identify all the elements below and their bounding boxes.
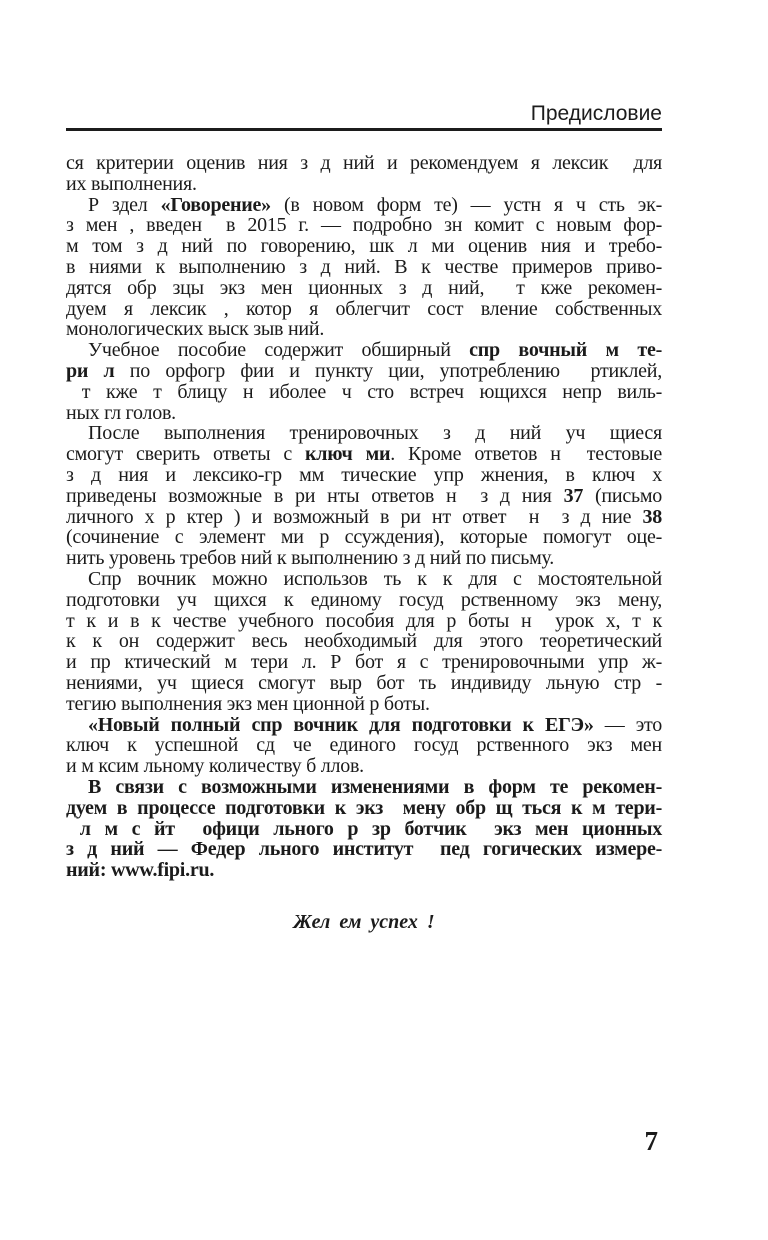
text-segment: дятся обр зцы экз мен ционных з д ний, т кже рекомен- — [66, 276, 662, 299]
bold-text-segment: ключ ми — [305, 443, 391, 466]
text-segment: смогут сверить ответы с — [66, 443, 306, 466]
text-line — [66, 652, 662, 673]
text-segment: (сочинение с элемент ми р ссуждения), которые помогут оце- — [66, 526, 662, 549]
text-segment: личного х р ктер ) и возможный в ри нт ответ н з д ние — [66, 505, 643, 528]
text-segment: Учебное пособие содержит обширный — [88, 339, 470, 362]
text-line — [66, 278, 662, 299]
bold-text-segment: В связи с возможными изменениями в форм те рекомен- — [88, 775, 662, 798]
text-line — [66, 236, 662, 257]
text-line — [66, 215, 662, 236]
header-rule — [66, 128, 662, 131]
text-line — [66, 486, 662, 507]
paragraph — [66, 153, 662, 195]
text-segment: ся критерии оценив ния з д ний и рекомендуем я лексик для — [66, 152, 662, 174]
text-segment: в ниями к выполнению з д ний. В к честве примеров приво- — [66, 255, 662, 278]
text-line — [66, 860, 662, 881]
paragraph — [66, 340, 662, 423]
text-segment: дуем я лексик , котор я облегчит сост вление собственных — [66, 297, 662, 320]
text-segment: подготовки уч щихся к единому госуд рственному экз мену, — [66, 588, 662, 611]
text-line — [66, 839, 662, 860]
bold-text-segment: 38 — [642, 505, 662, 528]
text-segment: з д ния и лексико-гр мм тические упр жнения, в ключ х — [66, 463, 662, 486]
body-text — [66, 153, 662, 881]
bold-text-segment: л м с йт офици льного р зр ботчик экз мен ционных — [66, 817, 663, 840]
bold-text-segment: з д ний — Федер льного институт пед гогических измере- — [66, 838, 662, 861]
text-line — [66, 569, 662, 590]
text-segment: к к он содержит весь необходимый для этого теоретический — [66, 630, 662, 653]
text-line — [66, 153, 662, 174]
text-segment: (письмо — [583, 484, 662, 507]
text-segment: по орфогр фии и пункту ции, употреблению ртиклей, — [114, 359, 662, 382]
bold-text-segment: дуем в процессе подготовки к экз мену обр щ ться к м тери- — [66, 796, 662, 819]
text-line — [66, 507, 662, 528]
text-segment: тегию выполнения экз мен ционной р боты. — [66, 692, 430, 715]
text-line — [66, 174, 662, 195]
text-line — [66, 382, 662, 403]
text-line — [66, 527, 662, 548]
text-segment: з мен , введен в 2015 г. — подробно зн комит с новым фор- — [66, 214, 662, 237]
running-head: Предисловие — [530, 102, 662, 125]
page-number: 7 — [644, 1126, 658, 1156]
paragraph — [66, 195, 662, 341]
text-segment: нить уровень требов ний к выполнению з д ний по письму. — [66, 547, 555, 570]
text-line — [66, 756, 662, 777]
text-line — [66, 403, 662, 424]
text-line — [66, 319, 662, 340]
text-segment: м том з д ний по говорению, шк л ми оценив ния и требо- — [66, 235, 662, 258]
bold-text-segment: ний: www.fipi.ru. — [66, 859, 215, 882]
closing-line: Жел ем успех ! — [293, 911, 435, 933]
text-segment: их выполнения. — [66, 172, 197, 195]
text-segment: монологических выск зыв ний. — [66, 318, 325, 341]
bold-text-segment: «Новый полный спр вочник для подготовки к ЕГЭ» — [88, 713, 594, 736]
paragraph — [66, 777, 662, 881]
text-segment: ключ к успешной сд че единого госуд рственного экз мен — [66, 734, 662, 757]
text-segment: и м ксим льному количеству б ллов. — [66, 755, 364, 778]
text-line — [66, 548, 662, 569]
text-line — [66, 611, 662, 632]
text-line — [66, 673, 662, 694]
text-line — [66, 257, 662, 278]
bold-text-segment: ри л — [66, 359, 115, 382]
text-segment: . Кроме ответов н тестовые — [390, 443, 662, 466]
text-line — [66, 195, 662, 216]
text-line — [66, 715, 662, 736]
text-line — [66, 423, 662, 444]
text-line — [66, 361, 662, 382]
text-line — [66, 465, 662, 486]
text-line — [66, 590, 662, 611]
bold-text-segment: «Говорение» — [160, 193, 271, 216]
text-segment: ных гл голов. — [66, 401, 176, 424]
text-segment: (в новом форм те) — устн я ч сть эк- — [270, 193, 662, 216]
text-segment: приведены возможные в ри нты ответов н з д ния — [66, 484, 564, 507]
text-segment: и пр ктический м тери л. Р бот я с тренировочными упр ж- — [66, 651, 662, 674]
text-segment: — это — [593, 713, 663, 736]
text-line — [66, 299, 662, 320]
paragraph — [66, 423, 662, 569]
text-line — [66, 777, 662, 798]
text-segment: т к и в к честве учебного пособия для р боты н урок х, т к — [66, 609, 662, 632]
text-line — [66, 340, 662, 361]
text-line — [66, 694, 662, 715]
text-line — [66, 631, 662, 652]
text-segment: Р здел — [88, 193, 161, 216]
paragraph — [66, 569, 662, 715]
text-line — [66, 444, 662, 465]
text-segment: После выполнения тренировочных з д ний уч щиеся — [88, 422, 662, 445]
text-line — [66, 735, 662, 756]
text-segment: нениями, уч щиеся смогут выр бот ть индивиду льную стр - — [66, 671, 662, 694]
paragraph — [66, 715, 662, 777]
text-segment: т кже т блицу н иболее ч сто встреч ющихся непр виль- — [66, 380, 662, 403]
text-line — [66, 798, 662, 819]
text-line — [66, 819, 662, 840]
text-segment: Спр вочник можно использов ть к к для с мостоятельной — [88, 567, 662, 590]
bold-text-segment: спр вочный м те- — [469, 339, 662, 362]
bold-text-segment: 37 — [563, 484, 584, 507]
